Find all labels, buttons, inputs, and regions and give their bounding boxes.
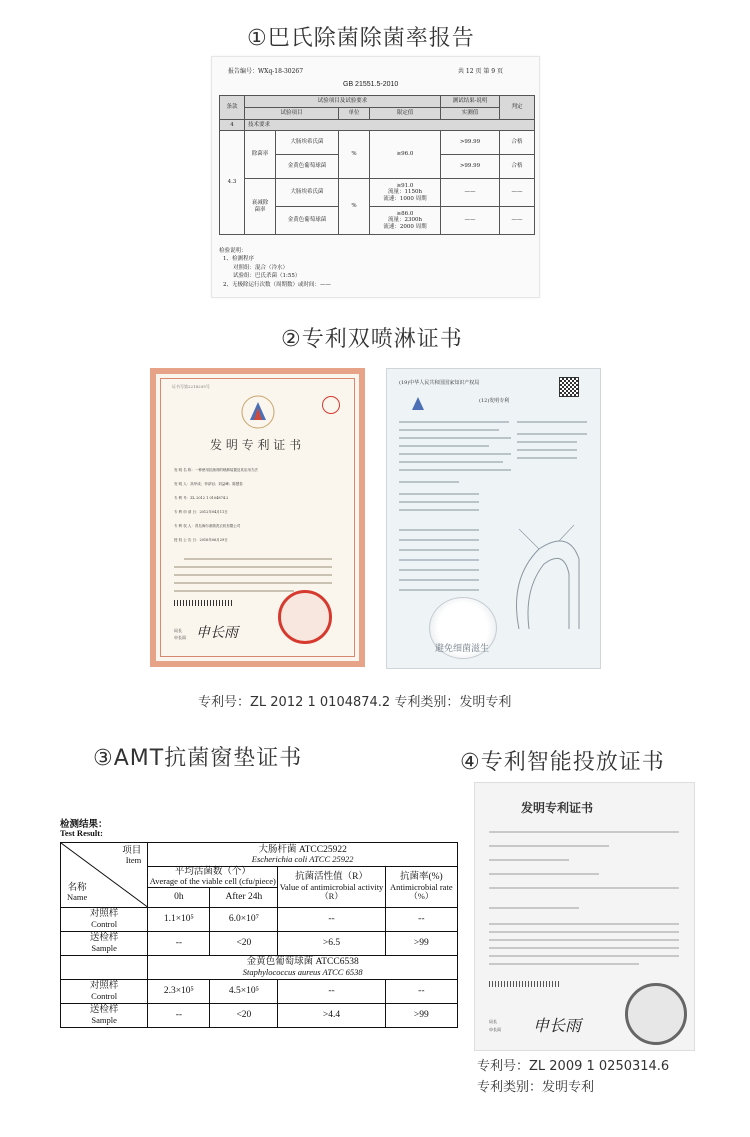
bacteria2-header xyxy=(148,955,458,979)
bacteria2-en: Staphylococcus aureus ATCC 6538 xyxy=(242,966,363,977)
body-text xyxy=(399,501,479,503)
bacteria2-cn: 金黄色葡萄球菌 ATCC6538 xyxy=(246,957,359,968)
body-text xyxy=(517,457,577,459)
body-text xyxy=(184,558,332,560)
name-label-en: Name xyxy=(67,892,88,903)
item-label-en: Item xyxy=(125,855,142,866)
name-label-box xyxy=(67,883,87,903)
field-line: 专 利 权 人：青岛海尔滚筒洗衣机有限公司 xyxy=(174,524,241,528)
document-header: (19)中华人民共和国国家知识产权局 xyxy=(399,380,480,386)
row1-measured: >99.99 xyxy=(441,131,500,155)
body-text xyxy=(399,445,489,447)
body-text xyxy=(489,859,569,861)
col-item: 试验项目 xyxy=(245,108,339,120)
body-text xyxy=(399,579,479,581)
signer-title: 局长 xyxy=(174,628,182,633)
certificate-title: 发明专利证书 xyxy=(521,801,594,815)
r1-control-rate: -- xyxy=(385,907,457,931)
body-text xyxy=(399,493,479,495)
r2-sample-24h: <20 xyxy=(210,1003,278,1027)
control-en: Control xyxy=(91,990,118,1001)
count-header xyxy=(148,867,278,888)
section3-heading: ③AMT抗菌窗垫证书 xyxy=(93,746,303,771)
clause-4-3: 4.3 xyxy=(220,131,245,235)
item-name-corner xyxy=(61,843,148,908)
amt-test-report xyxy=(56,814,459,1028)
body-text xyxy=(399,453,511,455)
body-text xyxy=(174,574,332,576)
patent-drawing-icon xyxy=(499,519,589,639)
r1-control-0h: 1.1×10⁵ xyxy=(148,907,210,931)
signer-title: 局长 xyxy=(489,1019,497,1024)
sample-cn: 送检样 xyxy=(89,1005,119,1016)
stamp-text: 避免细菌滋生 xyxy=(435,644,490,654)
row4-item: 金黄色葡萄球菌 xyxy=(276,207,339,235)
report-standard: GB 21551.5-2010 xyxy=(343,81,399,88)
note-line: 对照组：混合（冷水） xyxy=(233,264,289,271)
body-text xyxy=(399,509,479,511)
col-unit: 单位 xyxy=(339,108,370,120)
rate-en: Antimicrobial rate（%） xyxy=(390,881,453,902)
section4-caption-line2: 专利类别：发明专利 xyxy=(477,1080,595,1095)
control-label xyxy=(61,979,148,1003)
activity-header xyxy=(278,867,385,908)
body-text xyxy=(489,955,679,957)
field-line: 发 明 人：高华成；李泽钊；刘益峰；陈慧泰 xyxy=(174,482,243,486)
row1-verdict: 合格 xyxy=(500,131,535,155)
field-line: 专 利 申 请 日：2012年04月11日 xyxy=(174,510,228,514)
col-measured: 实测值 xyxy=(441,108,500,120)
col-24h: After 24h xyxy=(210,887,278,907)
body-text xyxy=(517,433,587,435)
antimicrobial-table xyxy=(60,842,458,1028)
note-line: 2、无极除运行次数（周期数）或时间：—— xyxy=(223,281,332,288)
row2-item: 金黄色葡萄球菌 xyxy=(276,155,339,179)
body-text xyxy=(399,569,479,571)
row4-measured: —— xyxy=(441,207,500,235)
activity-en: Value of antimicrobial activity（R） xyxy=(279,881,384,902)
bacteria1-en: Escherichia coli ATCC 25922 xyxy=(251,854,354,865)
count-en: Average of the viable cell (cfu/piece) xyxy=(149,876,276,887)
item-label: 项目 xyxy=(122,846,142,856)
report-notes xyxy=(219,247,331,289)
col-0h: 0h xyxy=(148,887,210,907)
report-table xyxy=(219,95,535,235)
r1-control-24h: 6.0×10⁷ xyxy=(210,907,278,931)
r2-sample-rate: >99 xyxy=(385,1003,457,1027)
count-cn: 平均活菌数（个） xyxy=(174,867,251,877)
section-title: 技术要求 xyxy=(245,120,535,131)
body-text xyxy=(399,559,479,561)
note-line: 1、检测程序 xyxy=(223,256,254,263)
note-line: 检验说明： xyxy=(219,248,247,254)
report-number: 报告编号：WXq-18-30267 xyxy=(228,68,304,75)
note-line: 试验组：巴氏杀菌（1:55） xyxy=(233,273,301,280)
col-requirements: 试验项目及试验要求 xyxy=(245,96,441,108)
signer-name: 申长雨 xyxy=(174,635,186,640)
body-text xyxy=(174,566,332,568)
document-type: (12)发明专利 xyxy=(479,398,510,404)
rate-header xyxy=(385,867,457,908)
sample-label xyxy=(61,1003,148,1027)
sample-cn: 送检样 xyxy=(89,933,119,944)
r1-sample-rate: >99 xyxy=(385,931,457,955)
certificate-title: 发 明 专 利 证 书 xyxy=(210,438,302,452)
body-text xyxy=(399,469,511,471)
row3-item: 大肠埃希氏菌 xyxy=(276,179,339,207)
body-text xyxy=(399,461,503,463)
national-emblem-seal-icon xyxy=(625,983,687,1045)
r2-sample-activity: >4.4 xyxy=(278,1003,385,1027)
body-text xyxy=(399,421,509,423)
control-cn: 对照样 xyxy=(89,981,119,992)
body-text xyxy=(489,873,599,875)
sterilization-report xyxy=(211,56,540,298)
body-text xyxy=(489,923,679,925)
row3-verdict: —— xyxy=(500,179,535,207)
row1-unit: % xyxy=(339,131,370,179)
section4-heading: ④专利智能投放证书 xyxy=(460,750,665,775)
section-clause: 4 xyxy=(220,120,245,131)
bacteria1-header xyxy=(148,843,458,867)
row4-limit: ≥86.0 流量：2300h 流速：2000 周期 xyxy=(370,207,441,235)
test-result-label-en: Test Result: xyxy=(60,828,103,838)
activity-cn: 抗菌活性值（R） xyxy=(295,872,368,883)
body-text xyxy=(489,963,639,965)
body-text xyxy=(174,582,332,584)
row3-unit: % xyxy=(339,179,370,235)
col-verdict: 判定 xyxy=(500,96,535,120)
control-cn: 对照样 xyxy=(89,909,119,920)
body-text xyxy=(517,449,577,451)
r1-sample-24h: <20 xyxy=(210,931,278,955)
patent-certificate-2 xyxy=(474,782,695,1051)
body-text xyxy=(399,429,499,431)
r1-sample-activity: >6.5 xyxy=(278,931,385,955)
body-text xyxy=(489,939,679,941)
qr-code-icon xyxy=(559,377,579,397)
col-result: 测试结果-说明 xyxy=(441,96,500,108)
certificate-number: 证书号第2218295号 xyxy=(172,384,210,389)
body-text xyxy=(399,481,459,483)
row1-limit: ≥96.0 xyxy=(370,131,441,179)
row4-verdict: —— xyxy=(500,207,535,235)
bacteria1-cn: 大肠杆菌 ATCC25922 xyxy=(258,844,347,855)
control-label xyxy=(61,907,148,931)
blank-cell xyxy=(61,955,148,979)
field-line: 发 明 名 称：一种使用抗菌剂的喷淋装置及其应用方法 xyxy=(174,468,258,472)
r2-control-activity: -- xyxy=(278,979,385,1003)
sample-label xyxy=(61,931,148,955)
row2-verdict: 合格 xyxy=(500,155,535,179)
body-text xyxy=(489,907,579,909)
body-text xyxy=(489,947,679,949)
test-result-label: 检测结果： xyxy=(60,820,108,830)
body-text xyxy=(517,421,587,423)
body-text xyxy=(489,831,679,833)
r2-control-24h: 4.5×10⁵ xyxy=(210,979,278,1003)
national-emblem-seal-icon xyxy=(278,590,332,644)
body-text xyxy=(399,529,479,531)
r1-control-activity: -- xyxy=(278,907,385,931)
patent-office-logo-icon xyxy=(409,395,427,413)
patent-certificate-front xyxy=(150,368,365,667)
r2-control-rate: -- xyxy=(385,979,457,1003)
body-text xyxy=(399,589,479,591)
body-text xyxy=(489,887,679,889)
report-page-info: 共 12 页 第 9 页 xyxy=(458,68,503,75)
group-removal-rate: 除菌率 xyxy=(245,131,276,179)
col-clause: 条款 xyxy=(220,96,245,120)
sample-en: Sample xyxy=(91,1014,117,1025)
signer-name: 申长雨 xyxy=(489,1027,501,1032)
body-text xyxy=(517,441,577,443)
sample-en: Sample xyxy=(91,942,117,953)
row3-measured: —— xyxy=(441,179,500,207)
section2-caption: 专利号：ZL 2012 1 0104874.2 专利类别：发明专利 xyxy=(198,695,512,710)
row1-item: 大肠埃希氏菌 xyxy=(276,131,339,155)
patent-document-page xyxy=(386,368,601,669)
section2-heading: ②专利双喷淋证书 xyxy=(281,327,463,352)
barcode-icon xyxy=(174,600,234,606)
control-en: Control xyxy=(91,918,118,929)
r1-sample-0h: -- xyxy=(148,931,210,955)
body-text xyxy=(174,590,294,592)
barcode-icon xyxy=(489,981,559,987)
col-limit: 限定值 xyxy=(370,108,441,120)
rate-cn: 抗菌率(%) xyxy=(399,872,443,883)
body-text xyxy=(489,931,679,933)
body-text xyxy=(399,437,511,439)
group-decay-rate: 衰减除 菌率 xyxy=(245,179,276,235)
body-text xyxy=(399,539,479,541)
signature: 申长雨 xyxy=(533,1016,582,1035)
patent-office-logo-icon xyxy=(240,394,276,430)
field-line: 专 利 号：ZL 2012 1 0104874.2 xyxy=(174,496,229,500)
field-line: 授 权 公 告 日：2016年06月29日 xyxy=(174,538,228,542)
section1-heading: ①巴氏除菌除菌率报告 xyxy=(247,26,475,51)
row2-measured: >99.99 xyxy=(441,155,500,179)
signature: 申长雨 xyxy=(196,625,238,641)
body-text xyxy=(489,845,609,847)
name-label: 名称 xyxy=(67,883,87,893)
row3-limit: ≥91.0 流量：1150h 流速：1000 周期 xyxy=(370,179,441,207)
r2-control-0h: 2.3×10⁵ xyxy=(148,979,210,1003)
red-seal-icon xyxy=(322,396,340,414)
r2-sample-0h: -- xyxy=(148,1003,210,1027)
body-text xyxy=(399,549,479,551)
item-label-box xyxy=(122,846,141,866)
section4-caption-line1: 专利号：ZL 2009 1 0250314.6 xyxy=(477,1059,670,1074)
